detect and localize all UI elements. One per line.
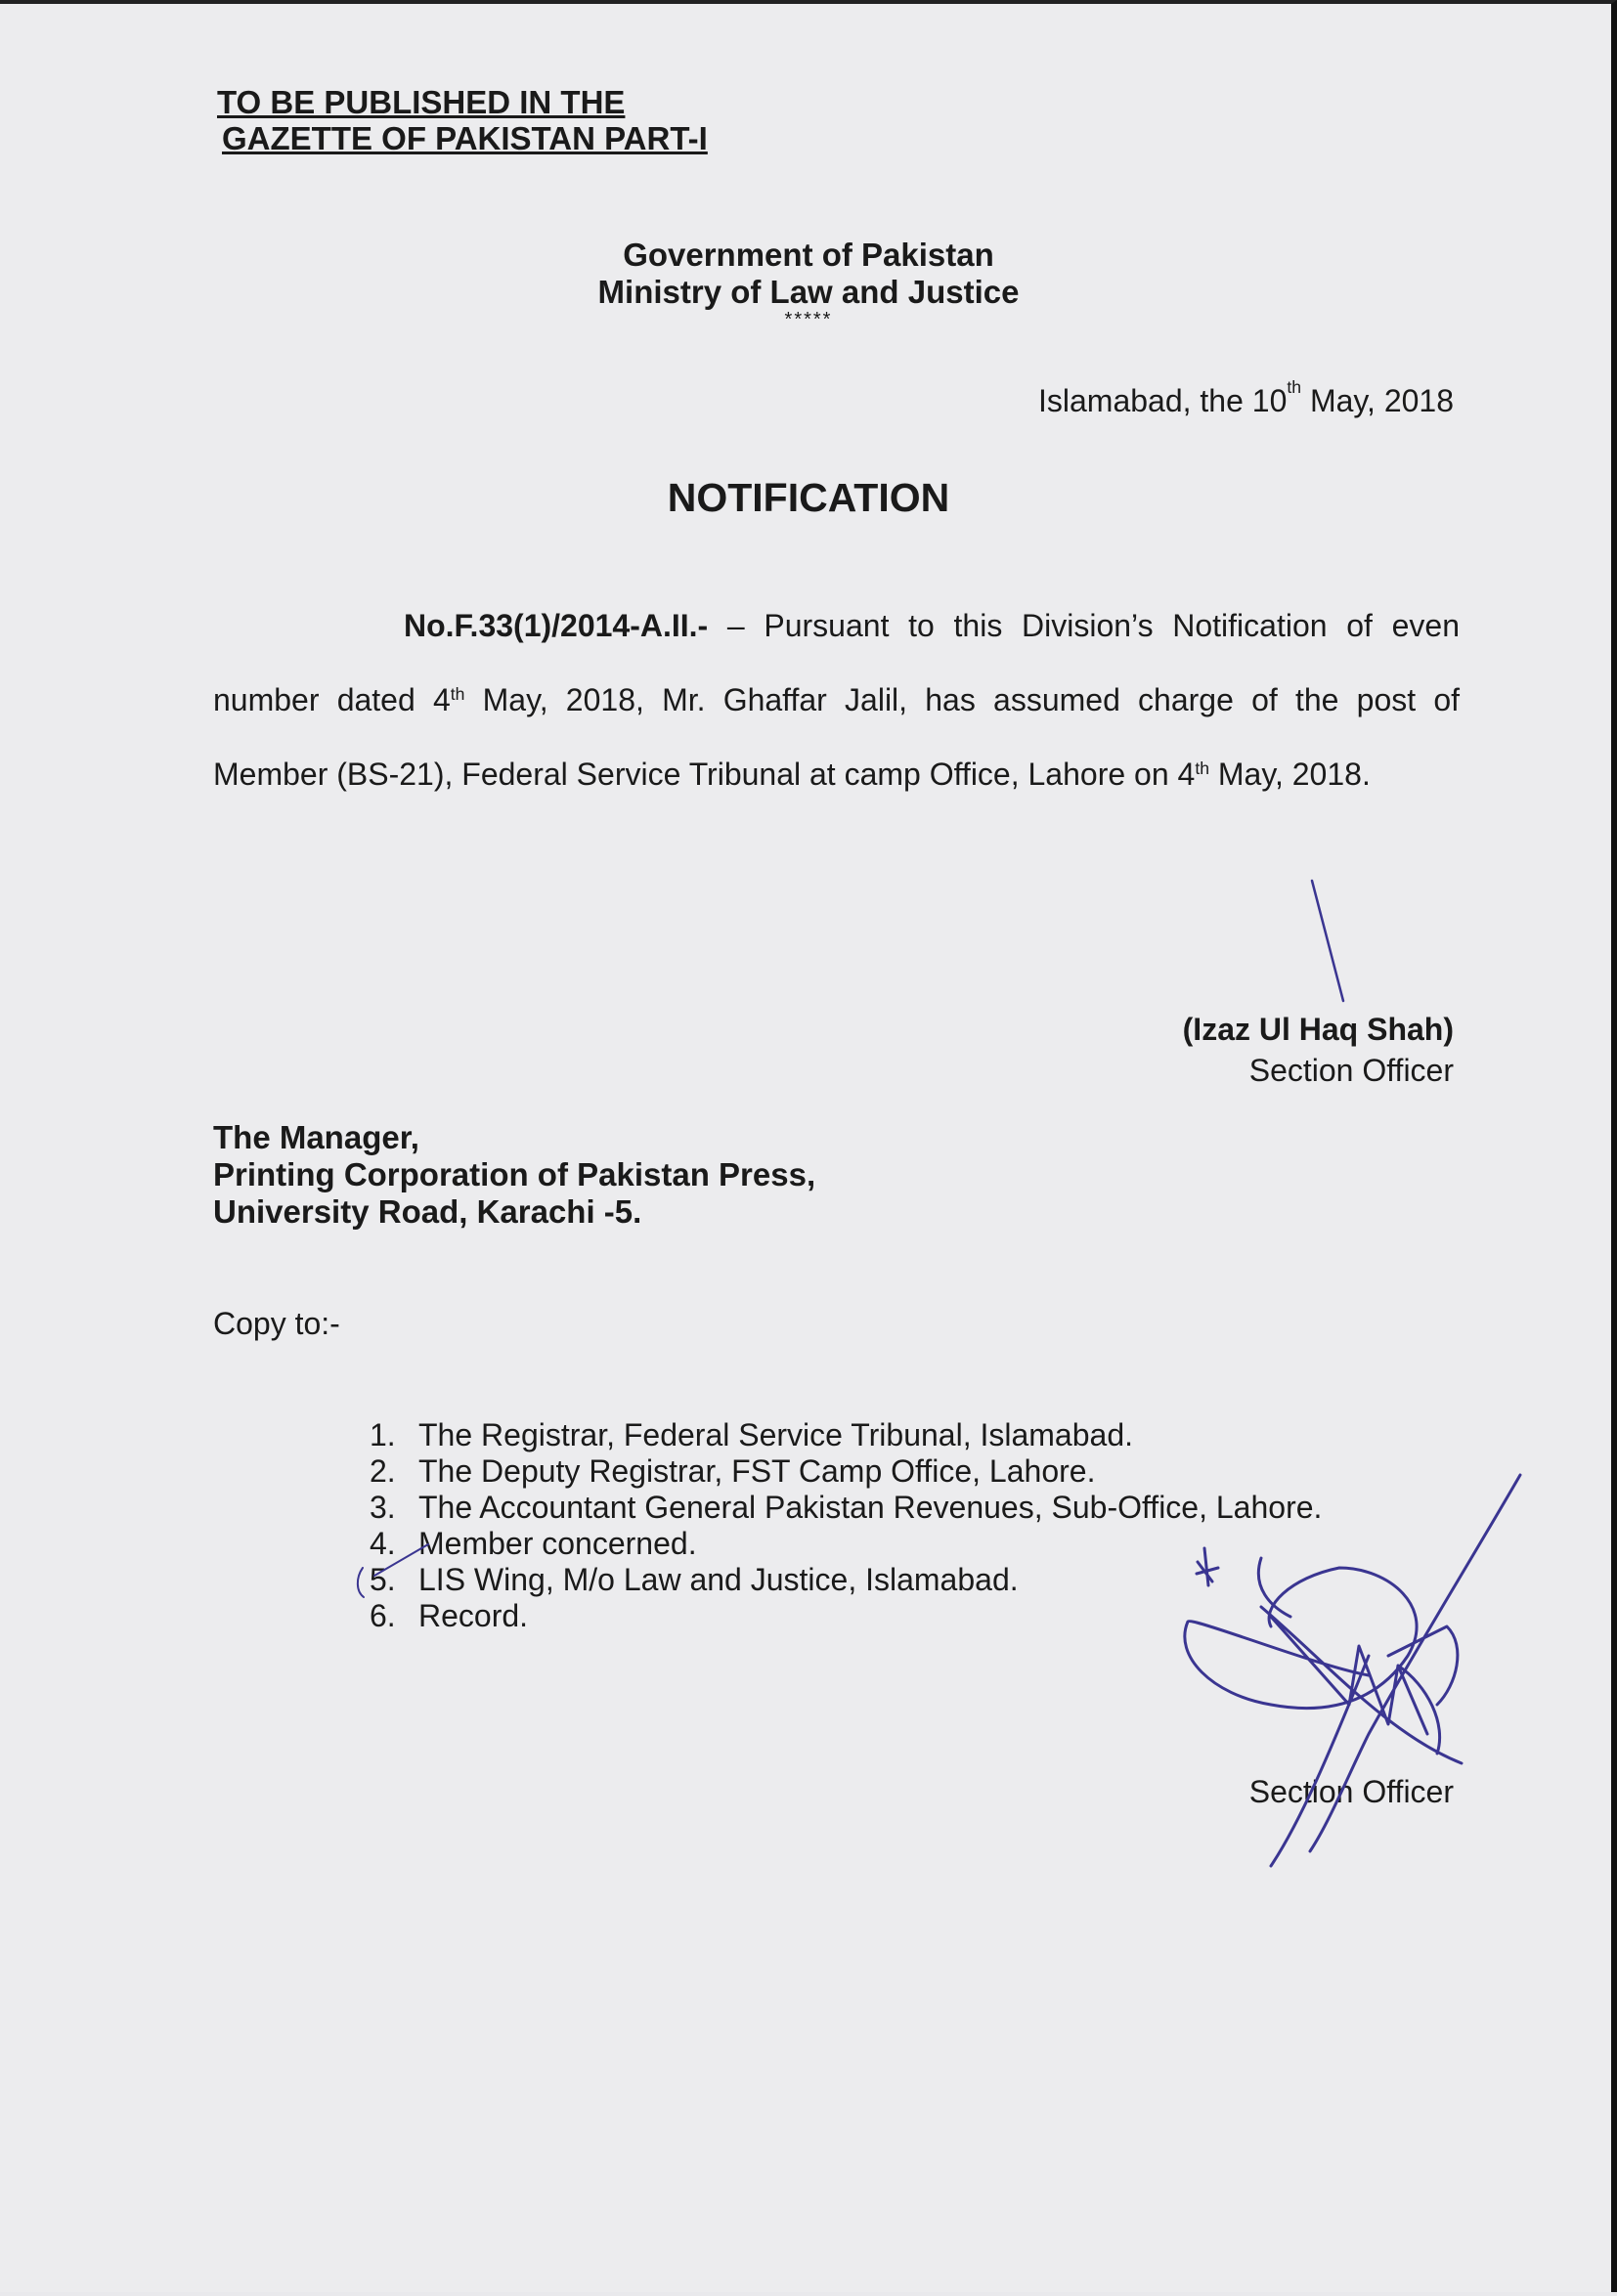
initial-stroke-mark <box>1312 881 1343 1001</box>
copy-to-label: Copy to:- <box>213 1306 340 1341</box>
issue-date <box>1037 377 1454 419</box>
signatory-name: (Izaz Ul Haq Shah) <box>1182 1012 1454 1047</box>
date-ordinal: th <box>1287 377 1302 397</box>
gazette-line-1: TO BE PUBLISHED IN THE <box>217 84 626 120</box>
date-suffix: May, 2018 <box>1301 383 1454 418</box>
body-line-1 <box>213 588 1460 663</box>
addressee-line-3: University Road, Karachi -5. <box>213 1193 642 1230</box>
list-item <box>370 1417 1322 1453</box>
body-line-2 <box>213 663 1460 737</box>
list-item-text: The Deputy Registrar, FST Camp Office, Lahore. <box>418 1453 1096 1489</box>
body-line-3 <box>213 737 1460 811</box>
list-item-number: 1. <box>370 1417 396 1452</box>
list-item-text: The Registrar, Federal Service Tribunal, Islamabad. <box>418 1417 1133 1452</box>
list-item-number: 3. <box>370 1490 396 1525</box>
gazette-heading <box>217 84 708 156</box>
ministry-name: Ministry of Law and Justice <box>597 274 1020 310</box>
header-separator: ***** <box>784 309 833 330</box>
list-item <box>370 1453 1322 1490</box>
gazette-line-2: GAZETTE OF PAKISTAN PART-I <box>222 120 708 156</box>
date-prefix: Islamabad, the 10 <box>1037 383 1288 418</box>
list-item-number: 4. <box>370 1526 396 1561</box>
addressee-line-1: The Manager, <box>213 1119 419 1155</box>
signatory-designation: Section Officer <box>1248 1053 1454 1088</box>
list-item <box>370 1490 1322 1526</box>
body-line-3-a: Member (BS-21), Federal Service Tribunal at camp Office, Lahore on 4 <box>213 757 1196 792</box>
list-item <box>370 1598 1322 1634</box>
list-item-text: The Accountant General Pakistan Revenues, Sub-Office, Lahore. <box>418 1490 1323 1525</box>
list-item-text: Record. <box>418 1598 529 1633</box>
body-line-2-ordinal: th <box>450 684 465 704</box>
list-item <box>370 1526 1322 1562</box>
copy-to-list <box>370 1417 1322 1634</box>
list-item-number: 5. <box>370 1562 396 1597</box>
bracket-mark-item-5 <box>358 1568 364 1597</box>
reference-number: No.F.33(1)/2014-A.II.- <box>404 608 709 643</box>
notification-title: NOTIFICATION <box>667 475 950 520</box>
list-item <box>370 1562 1322 1598</box>
list-item-number: 6. <box>370 1598 396 1633</box>
government-header <box>0 237 1617 311</box>
addressee-line-2: Printing Corporation of Pakistan Press, <box>213 1156 816 1192</box>
government-name: Government of Pakistan <box>623 237 994 273</box>
footer-signatory-designation: Section Officer <box>1248 1774 1454 1809</box>
notification-body <box>213 588 1460 811</box>
body-line-2-b: May, 2018, Mr. Ghaffar Jalil, has assumed charge of the post of <box>464 682 1461 717</box>
list-item-text: LIS Wing, M/o Law and Justice, Islamabad. <box>418 1562 1019 1597</box>
body-line-3-ordinal: th <box>1195 758 1209 778</box>
list-item-number: 2. <box>370 1453 396 1489</box>
signatory-block <box>1183 1009 1454 1091</box>
body-line-1-text: – Pursuant to this Division’s Notification of even <box>708 608 1460 643</box>
addressee-block <box>213 1119 815 1231</box>
body-line-2-a: number dated 4 <box>213 682 451 717</box>
list-item-text: Member concerned. <box>418 1526 697 1561</box>
body-line-3-b: May, 2018. <box>1209 757 1371 792</box>
